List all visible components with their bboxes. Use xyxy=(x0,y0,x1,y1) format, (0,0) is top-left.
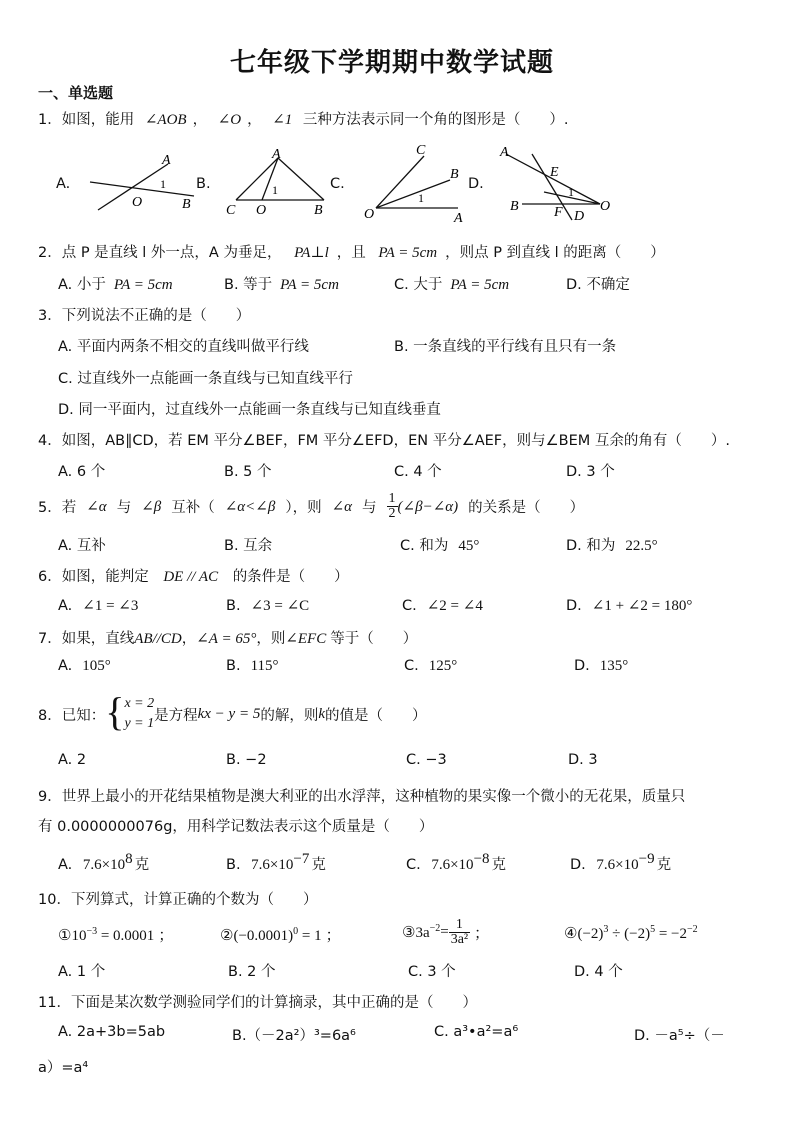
q1a-point-b: B xyxy=(182,197,191,212)
q1-option-d-label: D. xyxy=(468,176,484,192)
q10-fraction: $\frac{1}{\text{3a²}}$ xyxy=(450,916,469,947)
q9-option-c[interactable]: C. $7.6\times 10^{-8}$ 克 xyxy=(406,851,507,873)
q8-system: x = 2 y = 1 xyxy=(124,696,155,731)
q10-option-b[interactable]: B. 2 个 xyxy=(228,964,276,980)
q1-figure-a xyxy=(84,150,200,216)
q4-option-a[interactable]: A. 6 个 xyxy=(58,464,106,480)
q1b-point-b: B xyxy=(314,203,323,216)
question-6-stem: 6．如图，能判定 DE // AC 的条件是（ ） xyxy=(38,569,349,585)
q5-option-b[interactable]: B. 互余 xyxy=(224,538,273,554)
question-3-stem: 3．下列说法不正确的是（ ） xyxy=(38,308,251,324)
q3-option-a[interactable]: A. 平面内两条不相交的直线叫做平行线 xyxy=(58,339,309,355)
q10-option-a[interactable]: A. 1 个 xyxy=(58,964,106,980)
q10-item-3: ③3a $^{-2}$ = $\frac{1}{\text{3a²}}$ ； xyxy=(402,916,490,947)
q5-option-c[interactable]: C. 和为 45° xyxy=(400,538,480,554)
q1-figure-d xyxy=(492,140,622,226)
question-8-stem: 8．已知： { x = 2 y = 1 是方程 kx − y = 5 的解，则 k 的值是（ ） xyxy=(38,689,427,734)
q9-option-a[interactable]: A. $7.6\times 10^8$ 克 xyxy=(58,851,150,873)
q6-option-c[interactable]: C. ∠2 = ∠4 xyxy=(402,598,483,614)
q7-option-c[interactable]: C. 125° xyxy=(404,658,458,674)
question-11-stem: 11．下面是某次数学测验同学们的计算摘录，其中正确的是（ ） xyxy=(38,995,477,1011)
q4-option-c[interactable]: C. 4 个 xyxy=(394,464,442,480)
q8-option-c[interactable]: C. −3 xyxy=(406,752,447,768)
q7-option-d[interactable]: D. 135° xyxy=(574,658,629,674)
q1-option-c-label: C. xyxy=(330,176,345,192)
q8-option-a[interactable]: A. 2 xyxy=(58,752,87,768)
question-2-stem: 2．点 P 是直线 l 外一点，A 为垂足， PA⊥l ，且 PA = 5cm ，则点 P 到直线 l 的距离（ ） xyxy=(38,245,665,261)
q11-option-d-continued: a）=a⁴ xyxy=(38,1060,89,1076)
q3-option-c[interactable]: C. 过直线外一点能画一条直线与已知直线平行 xyxy=(58,371,353,387)
q6-option-a[interactable]: A. ∠1 = ∠3 xyxy=(58,598,139,614)
q10-option-c[interactable]: C. 3 个 xyxy=(408,964,456,980)
q1d-point-e: E xyxy=(550,165,559,180)
question-1-stem: 1．如图，能用 ∠AOB ， ∠O ， ∠1 三种方法表示同一个角的图形是（ ）. xyxy=(38,112,569,128)
q5-option-a[interactable]: A. 互补 xyxy=(58,538,106,554)
q1b-point-o: O xyxy=(256,203,267,216)
q10-item-4: $④(-2)^3 \div (-2)^5 = -2^{-2}$ xyxy=(564,924,698,942)
q11-option-c[interactable]: C. a³•a²=a⁶ xyxy=(434,1024,519,1040)
q7-option-a[interactable]: A. 105° xyxy=(58,658,111,674)
question-9-line-2: 有 0.0000000076g，用科学记数法表示这个质量是（ ） xyxy=(38,819,434,835)
q1b-point-c: C xyxy=(226,203,236,216)
q11-option-d[interactable]: D. －a⁵÷（－ xyxy=(634,1028,725,1044)
q1d-point-d: D xyxy=(574,209,585,224)
q1c-angle-1: 1 xyxy=(418,191,424,205)
q2-option-d[interactable]: D. 不确定 xyxy=(566,277,630,293)
q8-brace: { xyxy=(105,689,125,734)
q11-option-a[interactable]: A. 2a+3b=5ab xyxy=(58,1024,166,1040)
q10-option-d[interactable]: D. 4 个 xyxy=(574,964,623,980)
q2-option-a[interactable]: A. 小于 PA = 5cm xyxy=(58,277,173,293)
q1-figure-b xyxy=(222,144,334,216)
q1c-point-b: B xyxy=(450,167,459,182)
q1a-angle-1: 1 xyxy=(160,177,166,191)
q5-option-d[interactable]: D. 和为 22.5° xyxy=(566,538,658,554)
q10-item-2: $②(-0.0001)^0 = 1$ ； xyxy=(220,926,341,944)
q7-option-b[interactable]: B. 115° xyxy=(226,658,279,674)
q1d-angle-1: 1 xyxy=(568,185,574,199)
q9-option-d[interactable]: D. $7.6\times 10^{-9}$ 克 xyxy=(570,851,672,873)
q3-option-b[interactable]: B. 一条直线的平行线有且只有一条 xyxy=(394,339,617,355)
section-heading: 一、单选题 xyxy=(38,84,114,102)
page-title: 七年级下学期期中数学试题 xyxy=(230,48,555,78)
q1c-point-o: O xyxy=(364,207,375,222)
q1a-point-o: O xyxy=(132,195,143,210)
q10-item-1: $①10^{-3} = 0.0001$ ； xyxy=(58,926,174,944)
question-9-line-1: 9．世界上最小的开花结果植物是澳大利亚的出水浮萍，这种植物的果实像一个微小的无花果，质量只 xyxy=(38,789,686,805)
q1d-point-f: F xyxy=(554,205,563,220)
q1-option-b-label: B. xyxy=(196,176,211,192)
q1d-point-a: A xyxy=(500,145,509,160)
q2-option-b[interactable]: B. 等于 PA = 5cm xyxy=(224,277,339,293)
q4-option-b[interactable]: B. 5 个 xyxy=(224,464,272,480)
q1d-point-b: B xyxy=(510,199,519,214)
q1b-point-a: A xyxy=(272,147,281,162)
question-4-stem: 4．如图，AB∥CD，若 EM 平分∠BEF，FM 平分∠EFD，EN 平分∠AEF，则与∠BEM 互余的角有（ ）. xyxy=(38,433,730,449)
question-10-stem: 10．下列算式，计算正确的个数为（ ） xyxy=(38,892,318,908)
q3-option-d[interactable]: D. 同一平面内，过直线外一点能画一条直线与已知直线垂直 xyxy=(58,402,441,418)
q1-figure-c xyxy=(358,140,470,226)
q5-fraction: $\frac{1}{2}$ xyxy=(388,490,396,521)
q4-option-d[interactable]: D. 3 个 xyxy=(566,464,615,480)
q6-option-d[interactable]: D. ∠1 + ∠2 = 180° xyxy=(566,598,693,614)
q9-option-b[interactable]: B. $7.6\times 10^{-7}$ 克 xyxy=(226,851,326,873)
q11-option-b[interactable]: B.（－2a²）³=6a⁶ xyxy=(232,1028,356,1044)
q1b-angle-1: 1 xyxy=(272,183,278,197)
question-7-stem: 7．如果，直线AB//CD，∠A = 65°，则∠EFC 等于（ ） xyxy=(38,631,418,647)
question-5-stem: 5．若 ∠α 与 ∠β 互补（ ∠α<∠β ），则 ∠α 与 $\frac{1}{2}$ (∠β−∠α) 的关系是（ ） xyxy=(38,490,585,521)
q1c-point-c: C xyxy=(416,143,426,158)
q6-option-b[interactable]: B. ∠3 = ∠C xyxy=(226,598,310,614)
q1a-point-a: A xyxy=(162,153,171,168)
q2-option-c[interactable]: C. 大于 PA = 5cm xyxy=(394,277,510,293)
q8-option-d[interactable]: D. 3 xyxy=(568,752,598,768)
q1c-point-a: A xyxy=(454,211,463,226)
q1d-point-o: O xyxy=(600,199,611,214)
q8-option-b[interactable]: B. −2 xyxy=(226,752,267,768)
q1-option-a-label: A. xyxy=(56,176,71,192)
